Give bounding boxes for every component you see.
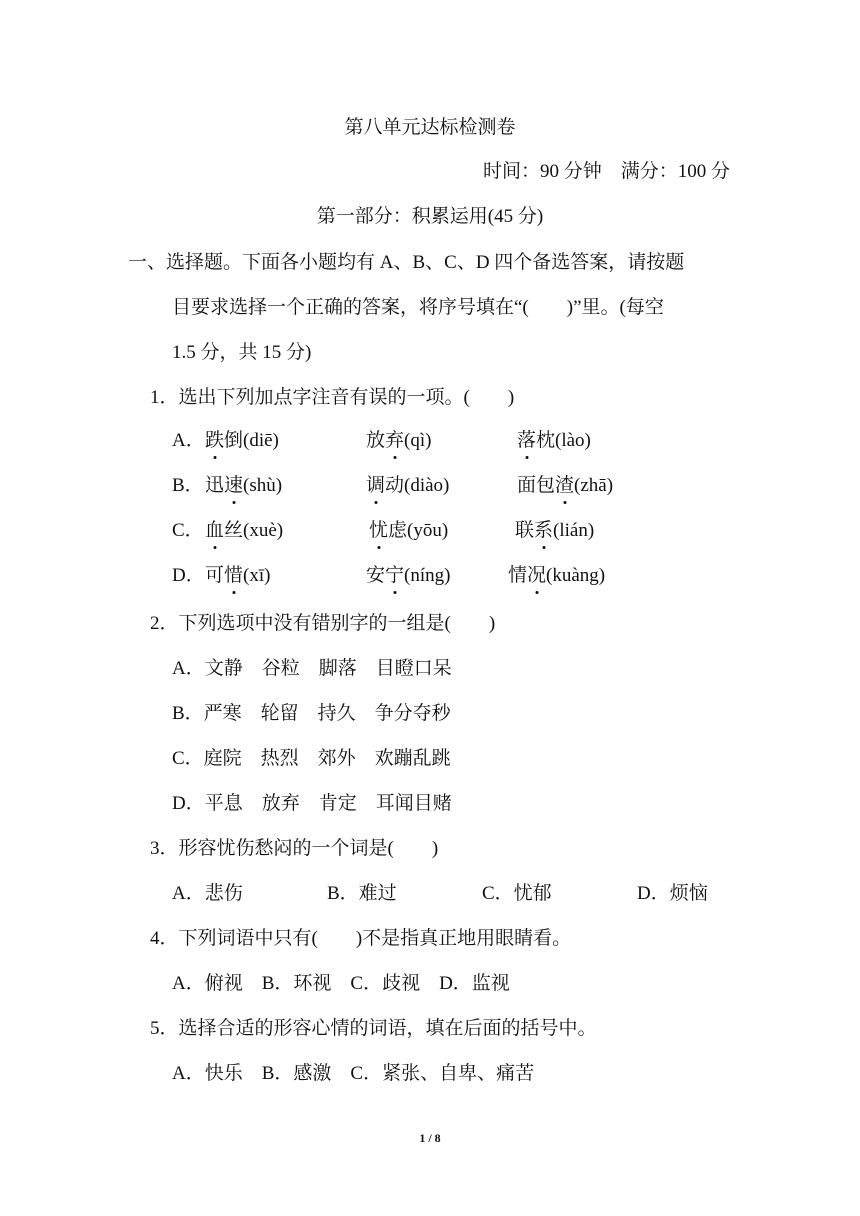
q1-stem: 1．选出下列加点字注音有误的一项。( ) — [150, 387, 515, 408]
q1-a-item-1: 跌倒(diē) — [205, 427, 279, 455]
q5-stem: 5．选择合适的形容心情的词语，填在后面的括号中。 — [150, 1018, 597, 1039]
q1-b-item-1: 迅速(shù) — [205, 472, 282, 500]
q3-option-d: D．烦恼 — [637, 883, 708, 904]
q3-option-b: B．难过 — [327, 883, 397, 904]
q4-stem: 4．下列词语中只有( )不是指真正地用眼睛看。 — [150, 928, 572, 949]
exam-meta: 时间：90 分钟 满分：100 分 — [482, 161, 730, 182]
q4-options: A．俯视 B．环视 C．歧视 D．监视 — [172, 973, 510, 994]
q2-option-a: A．文静 谷粒 脚落 目瞪口呆 — [172, 658, 452, 679]
q1-a-item-3: 落枕(lào) — [517, 427, 591, 455]
q2-option-d: D．平息 放弃 肯定 耳闻目赌 — [172, 793, 452, 814]
q2-stem: 2．下列选项中没有错别字的一组是( ) — [150, 613, 496, 634]
page-number: 1 / 8 — [419, 1131, 441, 1145]
q1-c-label: C． — [172, 520, 204, 541]
q3-stem: 3．形容忧伤愁闷的一个词是( ) — [150, 838, 439, 859]
section-1-line-1: 一、选择题。下面各小题均有 A、B、C、D 四个备选答案，请按题 — [128, 252, 685, 273]
q3-option-c: C．忧郁 — [482, 883, 552, 904]
q5-options: A．快乐 B．感激 C．紧张、自卑、痛苦 — [172, 1063, 535, 1084]
q1-d-label: D． — [172, 565, 205, 586]
q1-b-item-3: 面包渣(zhā) — [517, 472, 613, 500]
part-heading: 第一部分：积累运用(45 分) — [316, 206, 544, 227]
q1-c-item-1: 血丝(xuè) — [205, 517, 283, 545]
q1-b-item-2: 调动(diào) — [366, 472, 449, 500]
page-title: 第八单元达标检测卷 — [344, 117, 516, 138]
q1-d-item-1: 可惜(xī) — [205, 562, 270, 590]
q1-a-item-2: 放弃(qì) — [366, 427, 431, 455]
q1-c-item-2: 忧虑(yōu) — [369, 517, 448, 545]
q2-option-b: B．严寒 轮留 持久 争分夺秒 — [172, 703, 451, 724]
q1-a-label: A． — [172, 430, 205, 451]
q2-option-c: C．庭院 热烈 郊外 欢蹦乱跳 — [172, 748, 451, 769]
q1-b-label: B． — [172, 475, 204, 496]
q1-d-item-3: 情况(kuàng) — [508, 562, 605, 590]
q3-option-a: A．悲伤 — [172, 883, 243, 904]
section-1-line-3: 1.5 分，共 15 分) — [172, 342, 312, 363]
section-1-line-2: 目要求选择一个正确的答案，将序号填在“( )”里。(每空 — [172, 297, 664, 318]
q1-d-item-2: 安宁(níng) — [366, 562, 450, 590]
q1-c-item-3: 联系(lián) — [515, 517, 594, 545]
